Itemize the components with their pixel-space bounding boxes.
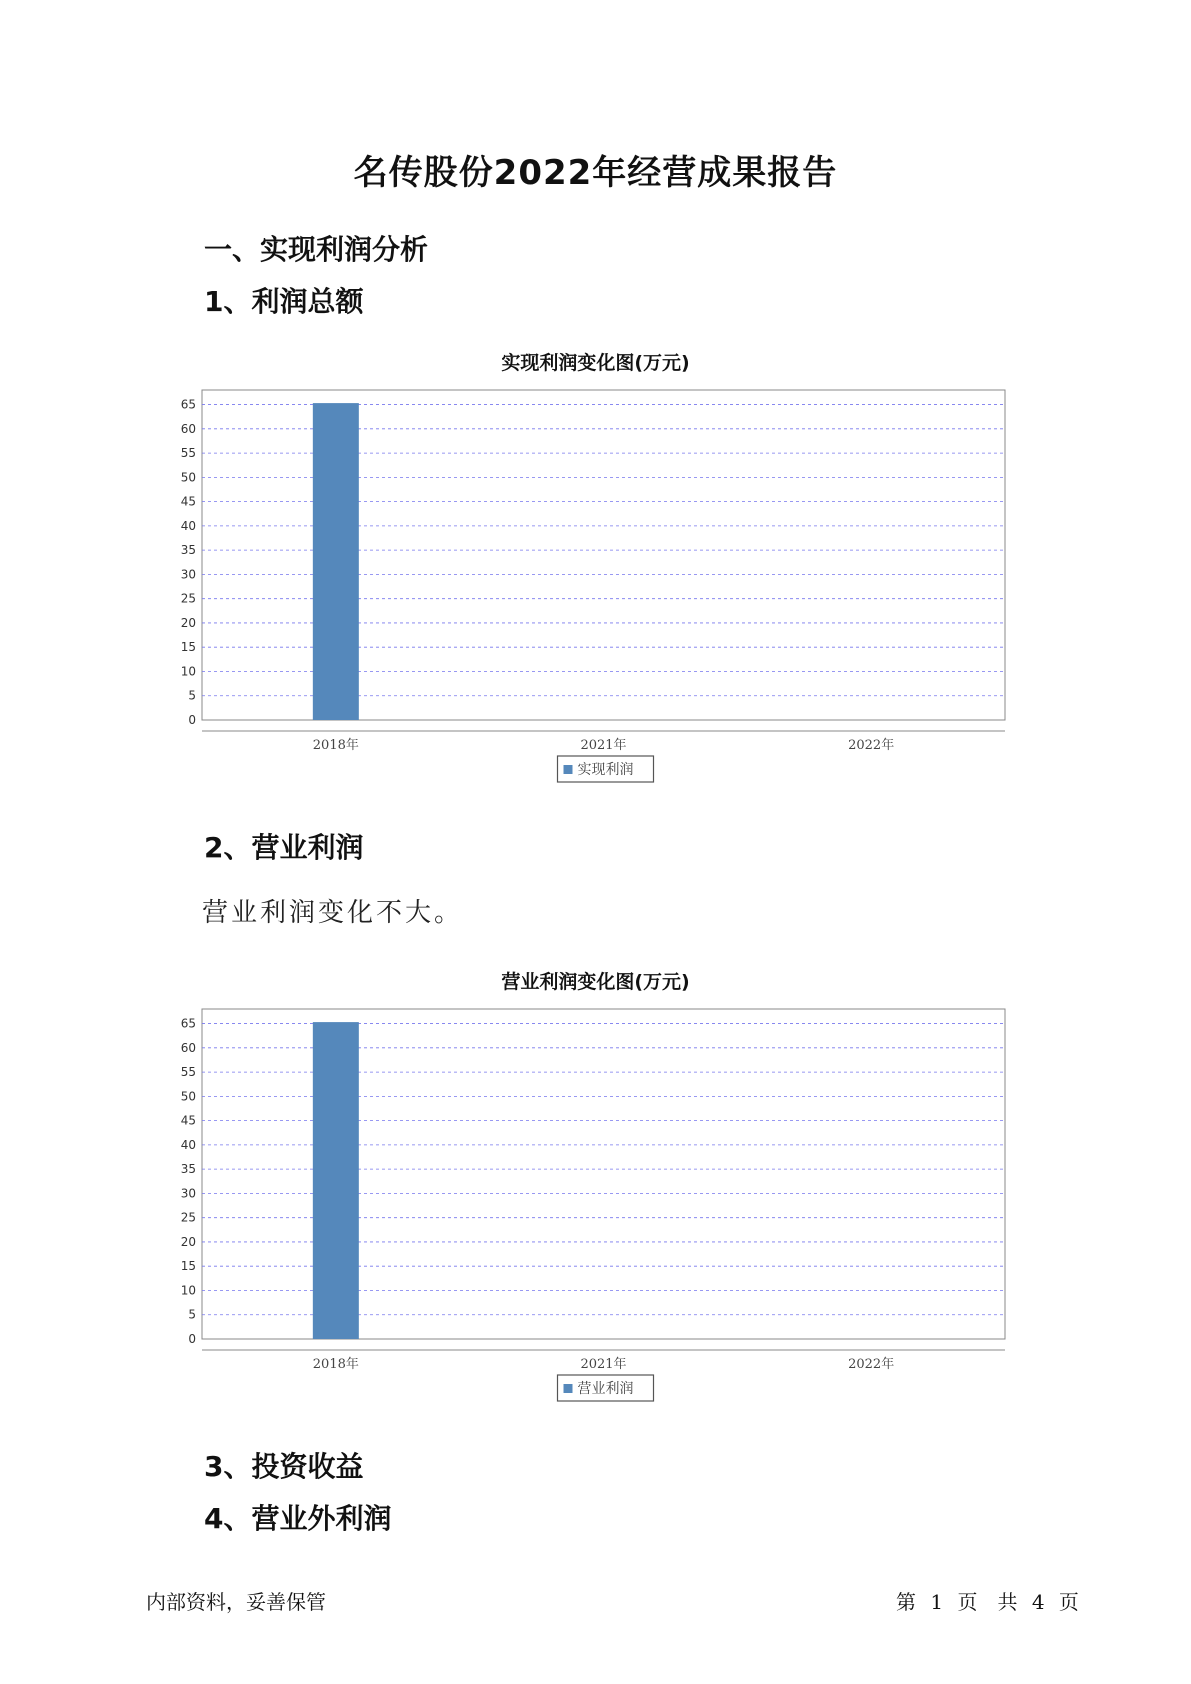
y-tick-label: 30 <box>180 567 196 582</box>
legend-label: 营业利润 <box>577 1381 634 1397</box>
subheading-non-operating-profit: 4、营业外利润 <box>204 1502 392 1535</box>
page-total: 4 <box>1031 1590 1045 1614</box>
subheading-investment-income: 3、投资收益 <box>204 1450 364 1483</box>
x-tick-label: 2018年 <box>312 1357 359 1372</box>
page-title: 名传股份2022年经营成果报告 <box>353 153 838 193</box>
page-suffix: 页 <box>1058 1590 1079 1614</box>
y-tick-label: 65 <box>180 397 196 412</box>
y-tick-label: 0 <box>188 713 196 727</box>
subheading-operating-profit: 2、营业利润 <box>204 831 364 864</box>
y-tick-label: 30 <box>180 1186 196 1201</box>
x-tick-label: 2021年 <box>580 738 627 753</box>
subheading-total-profit: 1、利润总额 <box>204 285 364 318</box>
y-tick-label: 50 <box>180 470 196 485</box>
bar <box>313 403 359 720</box>
y-tick-label: 60 <box>180 1040 196 1055</box>
y-tick-label: 45 <box>180 1113 196 1128</box>
legend-swatch <box>564 1384 573 1393</box>
y-tick-label: 35 <box>180 543 196 558</box>
bar <box>313 1022 359 1339</box>
y-tick-label: 10 <box>180 1283 196 1298</box>
y-tick-label: 35 <box>180 1162 196 1177</box>
chart-title-operating-profit: 营业利润变化图(万元) <box>501 971 690 993</box>
footer-confidential-note: 内部资料，妥善保管 <box>146 1590 326 1614</box>
y-tick-label: 60 <box>180 421 196 436</box>
y-tick-label: 5 <box>188 688 196 703</box>
page-prefix: 第 <box>896 1590 916 1614</box>
y-tick-label: 20 <box>180 1234 196 1249</box>
x-tick-label: 2022年 <box>848 738 895 753</box>
footer-page-indicator <box>896 1586 1079 1615</box>
chart-title-realized-profit: 实现利润变化图(万元) <box>501 352 690 374</box>
y-tick-label: 25 <box>180 591 196 606</box>
y-tick-label: 5 <box>188 1307 196 1322</box>
operating-profit-paragraph: 营业利润变化不大。 <box>202 898 464 928</box>
legend-swatch <box>564 765 573 774</box>
y-tick-label: 20 <box>180 615 196 630</box>
y-tick-label: 40 <box>180 1137 196 1152</box>
y-tick-label: 40 <box>180 518 196 533</box>
realized-profit-chart <box>160 385 1020 805</box>
y-tick-label: 55 <box>180 446 196 461</box>
legend-label: 实现利润 <box>577 762 634 778</box>
x-tick-label: 2021年 <box>580 1357 627 1372</box>
y-tick-label: 65 <box>180 1016 196 1031</box>
section-heading-profit-analysis: 一、实现利润分析 <box>204 233 429 266</box>
y-tick-label: 45 <box>180 494 196 509</box>
y-tick-label: 55 <box>180 1065 196 1080</box>
x-tick-label: 2022年 <box>848 1357 895 1372</box>
y-tick-label: 25 <box>180 1210 196 1225</box>
operating-profit-chart <box>160 1004 1020 1424</box>
y-tick-label: 15 <box>180 640 196 655</box>
x-tick-label: 2018年 <box>312 738 359 753</box>
y-tick-label: 0 <box>188 1332 196 1346</box>
y-tick-label: 50 <box>180 1089 196 1104</box>
page-mid: 页 共 <box>957 1590 1018 1614</box>
page-number: 1 <box>930 1590 944 1614</box>
y-tick-label: 10 <box>180 664 196 679</box>
y-tick-label: 15 <box>180 1259 196 1274</box>
